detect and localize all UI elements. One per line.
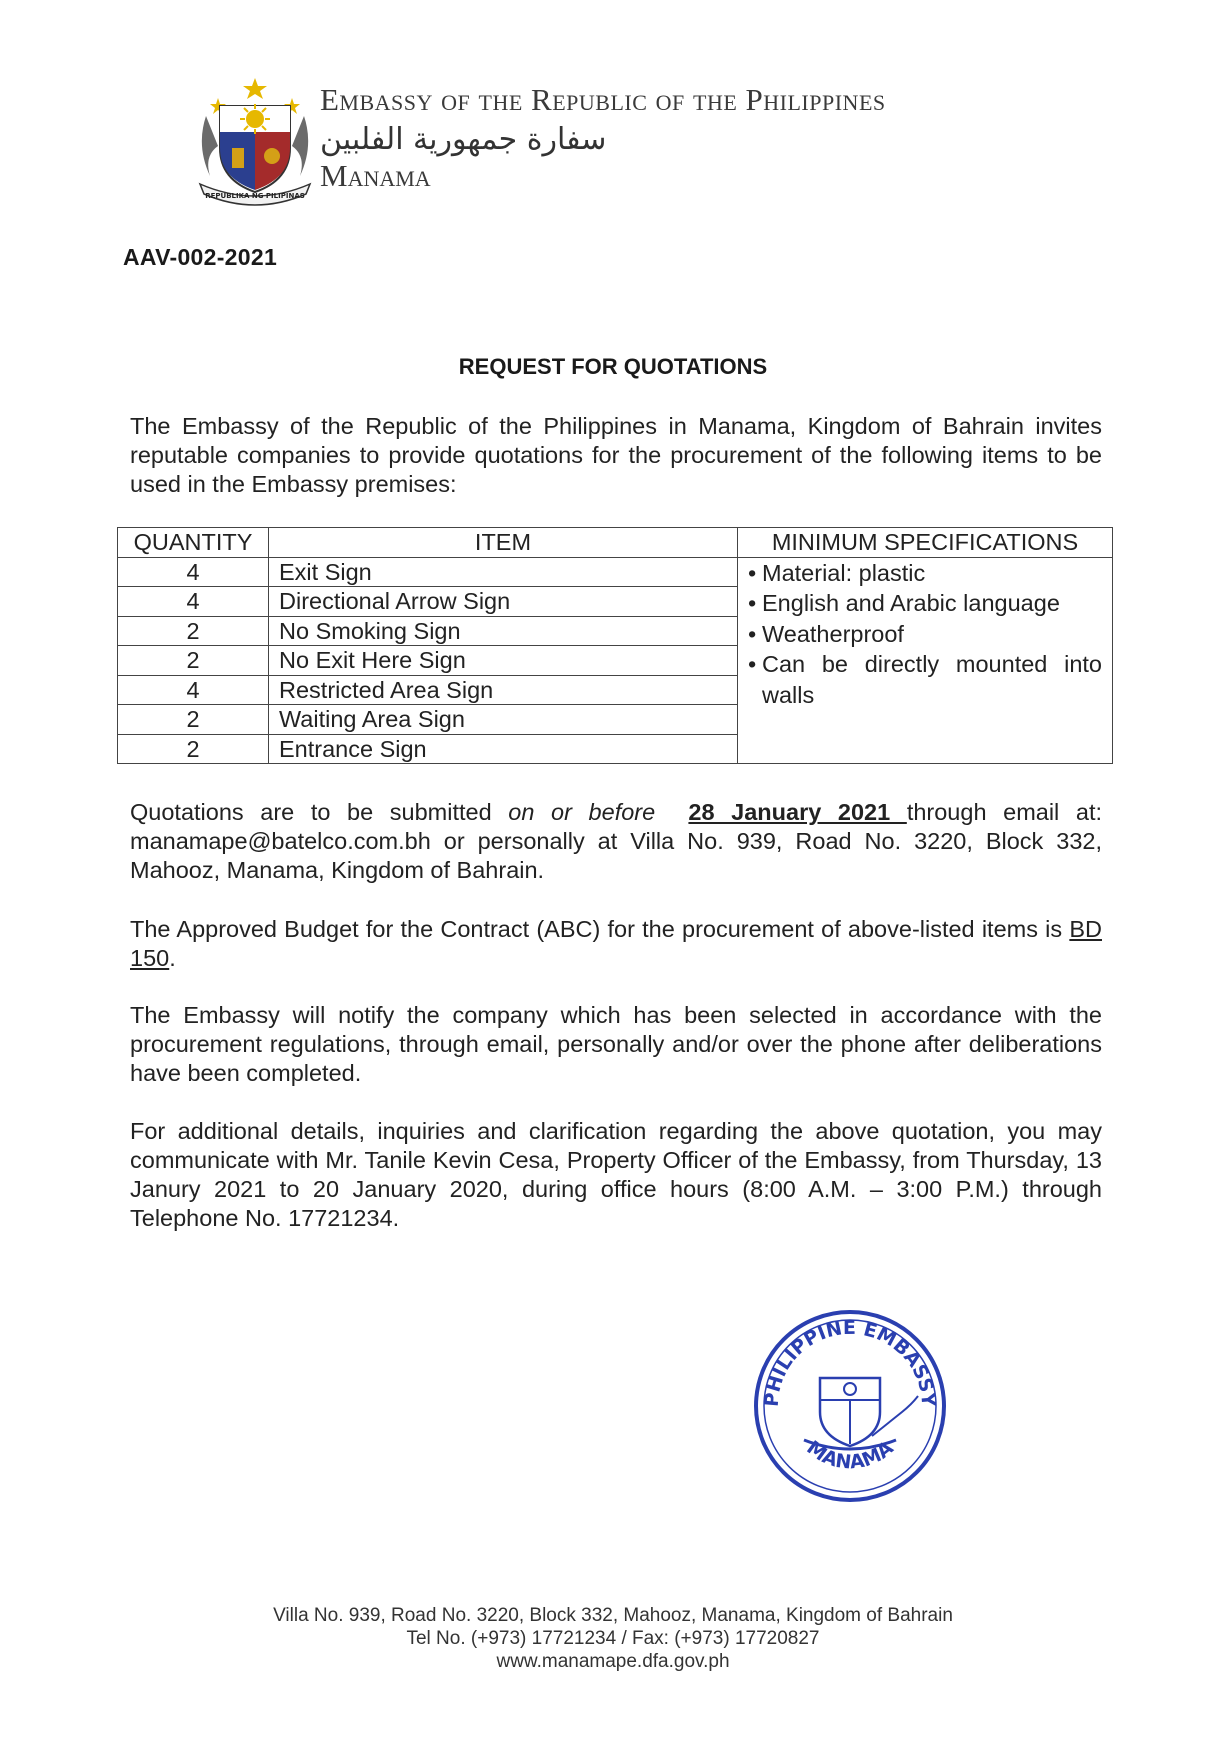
details-paragraph: For additional details, inquiries and clarification regarding the above quotation, you may communicate with Mr. Tanile Kevin Cesa, Property Officer of the Embassy, from Thursday, 13 Janury 2021 to 20 January 2020, during office hours (8:00 A.M. – 3:00 P.M.) through Telephone No. 17721234. — [130, 1118, 1102, 1231]
notify-paragraph: The Embassy will notify the company which has been selected in accordance with the procurement regulations, through email, personally and/or over the phone after deliberations have been completed. — [130, 1002, 1102, 1086]
footer-phone: Tel No. (+973) 17721234 / Fax: (+973) 17720827 — [406, 1628, 820, 1649]
crest-ribbon-text: REPUBLIKA NG PILIPINAS — [205, 192, 305, 200]
row-item: Waiting Area Sign — [269, 705, 738, 735]
footer — [0, 1604, 1226, 1673]
abc-lead: The Approved Budget for the Contract (ABC) for the procurement of above-listed items is — [130, 916, 1070, 942]
header-specifications: MINIMUM SPECIFICATIONS — [738, 528, 1113, 558]
row-quantity: 2 — [118, 705, 269, 735]
deadline-date: 28 January 2021 — [688, 799, 907, 825]
embassy-city: Manama — [320, 158, 431, 193]
submission-lead: Quotations are to be submitted — [130, 799, 509, 825]
row-quantity: 2 — [118, 616, 269, 646]
specifications-list — [748, 558, 1102, 711]
intro-paragraph: The Embassy of the Republic of the Philippines in Manama, Kingdom of Bahrain invites reputable companies to provide quotations for the procurement of the following items to be used in the Embassy premises: — [130, 413, 1102, 497]
header-item: ITEM — [269, 528, 738, 558]
embassy-seal-icon — [752, 1308, 948, 1504]
row-item: Exit Sign — [269, 557, 738, 587]
row-quantity: 4 — [118, 557, 269, 587]
embassy-name-english: Embassy of the Republic of the Philippines — [320, 82, 886, 117]
embassy-name-arabic: سفارة جمهورية الفلبين — [320, 122, 607, 157]
row-item: Entrance Sign — [269, 734, 738, 764]
spec-item: • Can be directly mounted into walls — [748, 649, 1102, 710]
row-quantity: 4 — [118, 587, 269, 617]
row-item: No Smoking Sign — [269, 616, 738, 646]
coat-of-arms-icon — [196, 76, 314, 206]
header-quantity: QUANTITY — [118, 528, 269, 558]
footer-website: www.manamape.dfa.gov.ph — [496, 1651, 730, 1672]
submission-rest: through email at: manamape@batelco.com.bh or personally at Villa No. 939, Road No. 3220, Block 332, Mahooz, Manama, Kingdom of Bahrain. — [130, 799, 1103, 883]
table-header-row — [118, 528, 1113, 558]
letterhead — [196, 76, 1096, 216]
row-item: Restricted Area Sign — [269, 675, 738, 705]
row-quantity: 4 — [118, 675, 269, 705]
spec-item: • English and Arabic language — [748, 588, 1102, 619]
spec-item: • Material: plastic — [748, 558, 1102, 589]
footer-address: Villa No. 939, Road No. 3220, Block 332, Mahooz, Manama, Kingdom of Bahrain — [273, 1605, 953, 1626]
abc-tail: . — [169, 945, 176, 971]
document-title: REQUEST FOR QUOTATIONS — [458, 354, 768, 379]
row-item: No Exit Here Sign — [269, 646, 738, 676]
deadline-phrase: on or before — [508, 799, 656, 825]
row-quantity: 2 — [118, 734, 269, 764]
reference-number: AAV-002-2021 — [123, 244, 278, 270]
row-quantity: 2 — [118, 646, 269, 676]
seal-top-text: PHILIPPINE EMBASSY — [760, 1316, 940, 1408]
seal-bottom-text: MANAMA — [802, 1436, 898, 1474]
specifications-cell — [738, 557, 1113, 764]
spec-item: • Weatherproof — [748, 619, 1102, 650]
table-row — [118, 557, 1113, 587]
abc-amount: BD 150 — [130, 916, 1102, 971]
items-table — [117, 527, 1113, 764]
row-item: Directional Arrow Sign — [269, 587, 738, 617]
submission-paragraph — [130, 798, 1102, 885]
abc-paragraph — [130, 915, 1102, 973]
